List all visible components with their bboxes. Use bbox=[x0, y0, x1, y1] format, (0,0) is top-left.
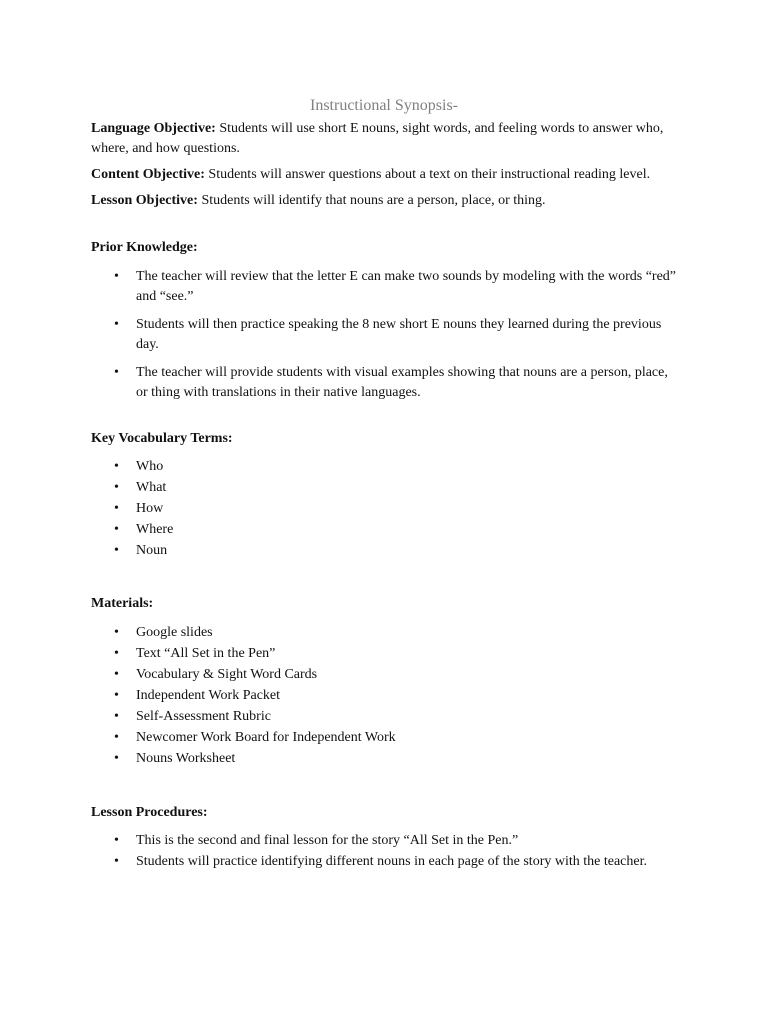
list-item-text: How bbox=[136, 501, 164, 516]
procedures-heading: Lesson Procedures: bbox=[91, 805, 208, 820]
list-item bbox=[91, 541, 681, 561]
bullet-icon: • bbox=[114, 854, 119, 869]
document-body bbox=[91, 119, 681, 873]
list-item-text: Noun bbox=[136, 543, 168, 558]
materials-heading: Materials: bbox=[91, 596, 154, 611]
list-item bbox=[91, 267, 681, 307]
vocabulary-list bbox=[91, 457, 681, 561]
vocabulary-heading: Key Vocabulary Terms: bbox=[91, 431, 233, 446]
list-item bbox=[91, 686, 681, 706]
objective-text: Students will identify that nouns are a person, place, or thing. bbox=[197, 193, 546, 208]
bullet-icon: • bbox=[114, 709, 119, 724]
list-item-text: This is the second and final lesson for the story “All Set in the Pen.” bbox=[136, 833, 519, 848]
bullet-icon: • bbox=[114, 522, 119, 537]
list-item-text: Google slides bbox=[136, 625, 213, 640]
list-item-text: What bbox=[136, 480, 167, 495]
language-objective bbox=[91, 119, 681, 159]
list-item bbox=[91, 623, 681, 643]
bullet-icon: • bbox=[114, 625, 119, 640]
list-item-text: Vocabulary & Sight Word Cards bbox=[136, 667, 318, 682]
objective-text: Students will use short E nouns, sight words, and feeling words to answer who, where, and how questions. bbox=[91, 121, 664, 156]
list-item-text: Students will then practice speaking the 8 new short E nouns they learned during the previous day. bbox=[136, 317, 662, 352]
list-item bbox=[91, 315, 681, 355]
bullet-icon: • bbox=[114, 317, 119, 332]
list-item-text: Independent Work Packet bbox=[136, 688, 281, 703]
list-item-text: The teacher will provide students with visual examples showing that nouns are a person, place, or thing with translations in their native languages. bbox=[136, 365, 668, 400]
bullet-icon: • bbox=[114, 459, 119, 474]
objective-label: Lesson Objective: bbox=[91, 193, 198, 208]
bullet-icon: • bbox=[114, 480, 119, 495]
objective-label: Language Objective: bbox=[91, 121, 216, 136]
list-item bbox=[91, 707, 681, 727]
list-item-text: Who bbox=[136, 459, 164, 474]
list-item-text: The teacher will review that the letter E can make two sounds by modeling with the words “red” and “see.” bbox=[136, 269, 676, 304]
bullet-icon: • bbox=[114, 501, 119, 516]
objective-text: Students will answer questions about a text on their instructional reading level. bbox=[204, 167, 651, 182]
bullet-icon: • bbox=[114, 543, 119, 558]
bullet-icon: • bbox=[114, 833, 119, 848]
bullet-icon: • bbox=[114, 269, 119, 284]
procedures-list bbox=[91, 831, 681, 872]
lesson-objective bbox=[91, 191, 681, 211]
content-objective bbox=[91, 165, 681, 185]
bullet-icon: • bbox=[114, 667, 119, 682]
list-item bbox=[91, 665, 681, 685]
list-item-text: Text “All Set in the Pen” bbox=[136, 646, 276, 661]
list-item bbox=[91, 644, 681, 664]
bullet-icon: • bbox=[114, 730, 119, 745]
list-item-text: Where bbox=[136, 522, 174, 537]
list-item bbox=[91, 457, 681, 477]
bullet-icon: • bbox=[114, 646, 119, 661]
objective-label: Content Objective: bbox=[91, 167, 205, 182]
list-item-text: Newcomer Work Board for Independent Work bbox=[136, 730, 396, 745]
list-item bbox=[91, 852, 681, 872]
list-item bbox=[91, 478, 681, 498]
list-item bbox=[91, 520, 681, 540]
list-item-text: Self-Assessment Rubric bbox=[136, 709, 271, 724]
list-item-text: Students will practice identifying different nouns in each page of the story with the teacher. bbox=[136, 854, 647, 869]
document-title: Instructional Synopsis- bbox=[310, 97, 458, 114]
bullet-icon: • bbox=[114, 365, 119, 380]
list-item bbox=[91, 728, 681, 748]
bullet-icon: • bbox=[114, 751, 119, 766]
list-item bbox=[91, 499, 681, 519]
bullet-icon: • bbox=[114, 688, 119, 703]
prior-knowledge-heading: Prior Knowledge: bbox=[91, 240, 198, 255]
list-item-text: Nouns Worksheet bbox=[136, 751, 236, 766]
list-item bbox=[91, 363, 681, 403]
prior-knowledge-list bbox=[91, 267, 681, 403]
list-item bbox=[91, 831, 681, 851]
list-item bbox=[91, 749, 681, 769]
materials-list bbox=[91, 623, 681, 769]
